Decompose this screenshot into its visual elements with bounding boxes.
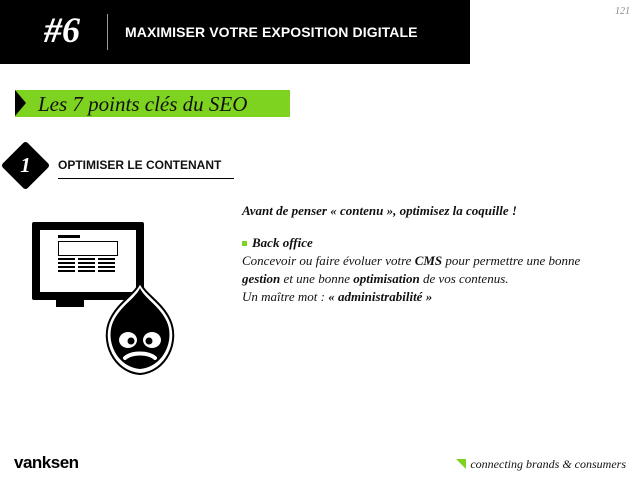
page-number: 121 — [615, 6, 630, 17]
step-title: OPTIMISER LE CONTENANT — [58, 158, 222, 172]
section-arrow-icon — [15, 90, 26, 116]
motto-emphasis: « administrabilité » — [328, 289, 433, 304]
wireframe-banner — [58, 241, 118, 256]
step-underline — [58, 178, 234, 179]
wireframe-line — [98, 270, 115, 272]
motto-line — [242, 288, 602, 306]
paragraph-emphasis: optimisation — [353, 271, 420, 286]
tagline: connecting brands & consumers — [470, 457, 626, 471]
paragraph-text: et une bonne — [280, 271, 354, 286]
wireframe-line — [78, 270, 95, 272]
content-block — [242, 202, 602, 306]
wireframe-line — [58, 270, 75, 272]
chapter-number: #6 — [44, 10, 80, 50]
motto-prefix: Un maître mot : — [242, 289, 329, 304]
step-number: 1 — [20, 153, 31, 177]
tagline-mark-icon — [456, 459, 466, 469]
bullet-item — [242, 234, 602, 252]
wireframe-line — [78, 258, 95, 260]
monitor-stand — [56, 300, 84, 307]
wireframe-line — [98, 262, 115, 264]
wireframe-line — [58, 258, 75, 260]
bullet-square-icon — [242, 241, 247, 246]
wireframe-line — [78, 266, 95, 268]
wireframe-logo — [58, 235, 80, 238]
bullet-label: Back office — [252, 235, 313, 250]
chapter-title: MAXIMISER VOTRE EXPOSITION DIGITALE — [125, 24, 418, 40]
paragraph-text: pour permettre une bonne — [442, 253, 581, 268]
drupal-icon — [100, 280, 180, 380]
intro-text: Avant de penser « contenu », optimisez la coquille ! — [242, 203, 517, 218]
description-paragraph — [242, 252, 602, 288]
paragraph-emphasis: CMS — [414, 253, 443, 268]
paragraph-emphasis: gestion — [242, 271, 281, 286]
wireframe-line — [78, 262, 95, 264]
wireframe-line — [98, 266, 115, 268]
wireframe-line — [98, 258, 115, 260]
brand-logo: vanksen — [14, 453, 79, 472]
section-title: Les 7 points clés du SEO — [38, 92, 248, 116]
wireframe-line — [58, 266, 75, 268]
paragraph-text: de vos contenus. — [419, 271, 509, 286]
wireframe-line — [58, 262, 75, 264]
header-divider — [107, 14, 108, 50]
paragraph-text: Concevoir ou faire évoluer votre — [242, 253, 415, 268]
